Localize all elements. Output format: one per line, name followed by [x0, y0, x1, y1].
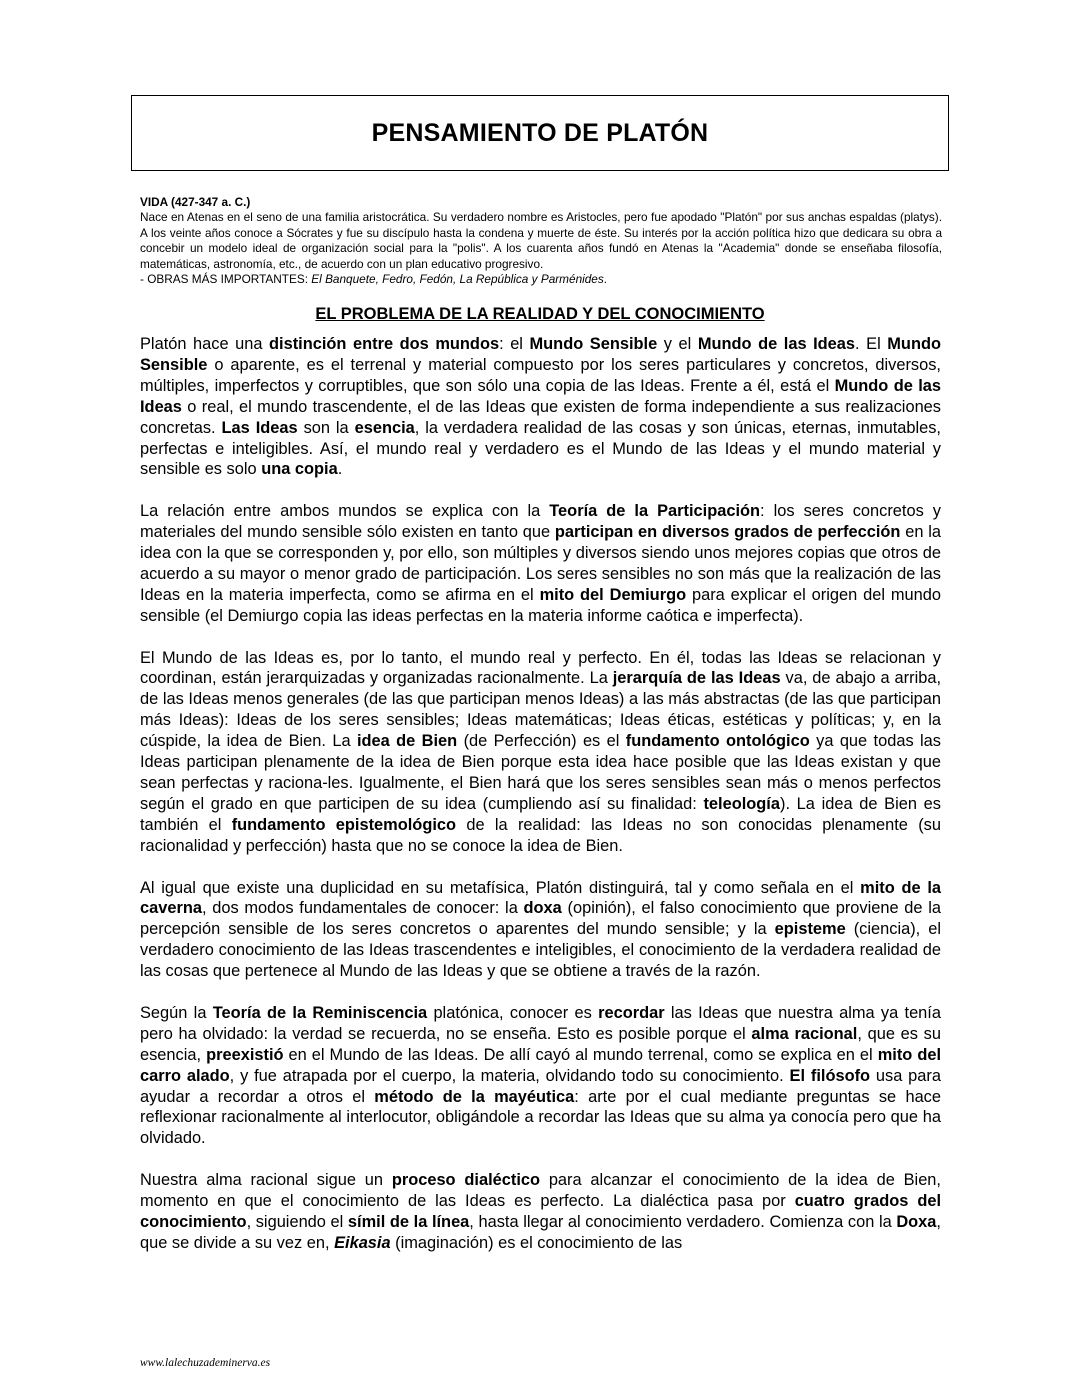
bold-term: idea de Bien: [356, 732, 458, 751]
bold-term: fundamento ontológico: [625, 732, 810, 751]
text-segment: ya que todas las Ideas participan plenamente de la idea de Bien porque esta idea hace posible que las Ideas existan y que sean perfectas y raciona-les. Igualmente, el Bien hará que los seres sensibles sean más o menos perfectos según el grado en que participen de su idea (cumpliendo así su finalidad:: [140, 732, 941, 813]
paragraph: [140, 648, 941, 857]
bold-term: jerarquía de las Ideas: [612, 669, 781, 688]
text-segment: , que es su esencia,: [140, 1024, 941, 1064]
text-segment: (imaginación) es el conocimiento de las: [390, 1233, 683, 1252]
bold-term: participan en diversos grados de perfección: [554, 523, 901, 542]
text-segment: (ciencia), el verdadero conocimiento de las Ideas trascendentes e inteligibles, el conocimiento de la verdadera realidad de las cosas que pertenece al Mundo de las Ideas y que se obtiene a través de la razón.: [140, 920, 942, 981]
text-segment: en la idea con la que se corresponden y, por ello, son múltiples y diversos siendo unos mejores copias que otros de acuerdo a su mayor o menor grado de participación. Los seres sensibles no son más que la realización de las Ideas en la materia imperfecta, como se afirma en el: [140, 523, 941, 604]
vida-text: Nace en Atenas en el seno de una familia aristocrática. Su verdadero nombre es Aristocles, pero fue apodado "Platón" por sus anchas espaldas (platys). A los veinte años conoce a Sócrates y fue su discípulo hasta la condena y muerte de éste. Su interés por la acción política hizo que dedicara su obra a concebir un modelo ideal de organización social para la "polis". A los cuarenta años fundó en Atenas la "Academia" donde se enseñaba filosofía, matemáticas, astronomía, etc., de acuerdo con un plan educativo progresivo.: [140, 210, 942, 271]
text-segment: Al igual que existe una duplicidad en su metafísica, Platón distinguirá, tal y como señala en el: [140, 878, 861, 897]
text-segment: platónica, conocer es: [427, 1003, 599, 1022]
bold-term: Mundo de las Ideas: [697, 335, 856, 353]
bold-term: Mundo Sensible: [140, 335, 941, 374]
paragraph: [140, 501, 941, 626]
obras-label: - OBRAS MÁS IMPORTANTES:: [140, 272, 312, 287]
bold-term: cuatro grados del conocimiento: [140, 1192, 942, 1231]
title-box: [131, 95, 949, 171]
bold-term: mito del Demiurgo: [539, 585, 687, 604]
text-segment: y el: [657, 335, 698, 353]
text-segment: en el Mundo de las Ideas. De allí cayó al mundo terrenal, como se explica en el: [283, 1045, 878, 1064]
paragraph: [140, 1170, 941, 1254]
text-segment: (de Perfección) es el: [457, 732, 626, 751]
text-segment: o aparente, es el terrenal y material compuesto por los seres particulares y concretos, diversos, múltiples, imperfectos y corruptibles, que son sólo una copia de las Ideas. Frente a él, está el: [140, 355, 941, 395]
bold-term: episteme: [774, 920, 846, 939]
bold-term: Mundo Sensible: [529, 335, 658, 353]
text-segment: , dos modos fundamentales de conocer: la: [201, 899, 524, 918]
obras-line: [140, 272, 942, 287]
text-segment: Según la: [140, 1003, 213, 1022]
text-segment: las Ideas que nuestra alma ya tenía pero ha olvidado: la verdad se recuerda, no se enseña. Esto es posible porque el: [140, 1003, 941, 1043]
text-segment: : los seres concretos y materiales del mundo sensible sólo existen en tanto que: [140, 502, 941, 542]
bold-term: Eikasia: [334, 1233, 391, 1252]
text-segment: , siguiendo el: [246, 1212, 348, 1231]
bold-term: proceso dialéctico: [391, 1171, 540, 1190]
obras-titles: El Banquete, Fedro, Fedón, La República y Parménides: [311, 272, 604, 287]
bold-term: Teoría de la Participación: [549, 502, 761, 521]
vida-section: [140, 195, 942, 287]
text-segment: Platón hace una: [140, 335, 270, 353]
text-segment: va, de abajo a arriba, de las Ideas menos generales (de las que participan menos Ideas) a las más abstractas (de las que participan más Ideas): Ideas de los seres sensibles; Ideas matemáticas; Ideas éticas, estéticas y políticas; y, en la cúspide, la idea de Bien. La: [140, 669, 941, 751]
bold-term: teleología: [703, 794, 780, 813]
obras-end: .: [603, 272, 608, 287]
text-segment: (opinión), el falso conocimiento que proviene de la percepción sensible de los seres concretos o aparentes del mundo sensible; y la: [140, 899, 941, 939]
section-title: EL PROBLEMA DE LA REALIDAD Y DEL CONOCIMIENTO: [315, 305, 765, 323]
page-title: PENSAMIENTO DE PLATÓN: [371, 118, 709, 147]
text-segment: , y fue atrapada por el cuerpo, la materia, olvidando todo su conocimiento.: [229, 1066, 790, 1085]
bold-term: doxa: [523, 899, 562, 918]
text-segment: , hasta llegar al conocimiento verdadero. Comienza con la: [469, 1212, 897, 1231]
paragraph: [140, 878, 941, 983]
footer-url[interactable]: www.lalechuzademinerva.es: [140, 1357, 271, 1369]
text-segment: para explicar el origen del mundo sensible (el Demiurgo copia las ideas perfectas en la materia informe caótica e imperfecta).: [140, 585, 941, 625]
bold-term: una copia: [261, 460, 338, 479]
text-segment: : arte por el cual mediante preguntas se hace reflexionar racionalmente al interlocutor, obligándole a recordar las Ideas que su alma ya conocía pero que ha olvidado.: [140, 1087, 941, 1148]
vida-heading: VIDA (427-347 a. C.): [140, 195, 251, 209]
text-segment: son la: [297, 418, 355, 437]
bold-term: Doxa: [896, 1212, 937, 1231]
paragraph: [140, 1003, 941, 1149]
bold-term: recordar: [598, 1003, 665, 1022]
text-segment: , la verdadera realidad de las cosas y son únicas, eternas, inmutables, perfectas e inteligibles. Así, el mundo real y verdadero es el Mundo de las Ideas y el mundo material y sensible es solo: [140, 418, 941, 479]
text-segment: , que se divide a su vez en,: [140, 1212, 941, 1252]
text-segment: de la realidad: las Ideas no son conocidas plenamente (su racionalidad y perfección) hasta que no se conoce la idea de Bien.: [140, 815, 941, 855]
bold-term: Mundo de las Ideas: [140, 376, 941, 416]
text-segment: . El: [855, 335, 888, 353]
paragraph: [140, 334, 941, 480]
text-segment: Nuestra alma racional sigue un: [140, 1171, 392, 1190]
bold-term: símil de la línea: [347, 1212, 470, 1231]
bold-term: Teoría de la Reminiscencia: [212, 1003, 428, 1022]
bold-term: mito del carro alado: [140, 1045, 942, 1085]
bold-term: preexistió: [206, 1045, 284, 1064]
text-segment: .: [337, 460, 343, 479]
text-segment: La relación entre ambos mundos se explica con la: [140, 502, 550, 521]
bold-term: distinción entre dos mundos: [269, 335, 500, 353]
bold-term: Las Ideas: [221, 418, 298, 437]
body-text: [140, 334, 941, 1254]
bold-term: esencia: [354, 418, 415, 437]
bold-term: El filósofo: [789, 1066, 871, 1085]
bold-term: fundamento epistemológico: [231, 815, 457, 834]
text-segment: ). La idea de Bien es también el: [140, 794, 941, 834]
text-segment: o real, el mundo trascendente, el de las Ideas que existen de forma independiente a sus realizaciones concretas.: [140, 397, 941, 437]
bold-term: mito de la caverna: [140, 878, 941, 918]
bold-term: método de la mayéutica: [374, 1087, 575, 1106]
text-segment: El Mundo de las Ideas es, por lo tanto, el mundo real y perfecto. En él, todas las Ideas se relacionan y coordinan, están jerarquizadas y organizadas racionalmente. La: [140, 648, 941, 688]
text-segment: para alcanzar el conocimiento de la idea de Bien, momento en que el conocimiento de las Ideas es perfecto. La dialéctica pasa por: [140, 1171, 941, 1211]
text-segment: : el: [499, 335, 530, 353]
text-segment: usa para ayudar a recordar a otros el: [140, 1066, 941, 1106]
bold-term: alma racional: [751, 1024, 858, 1043]
